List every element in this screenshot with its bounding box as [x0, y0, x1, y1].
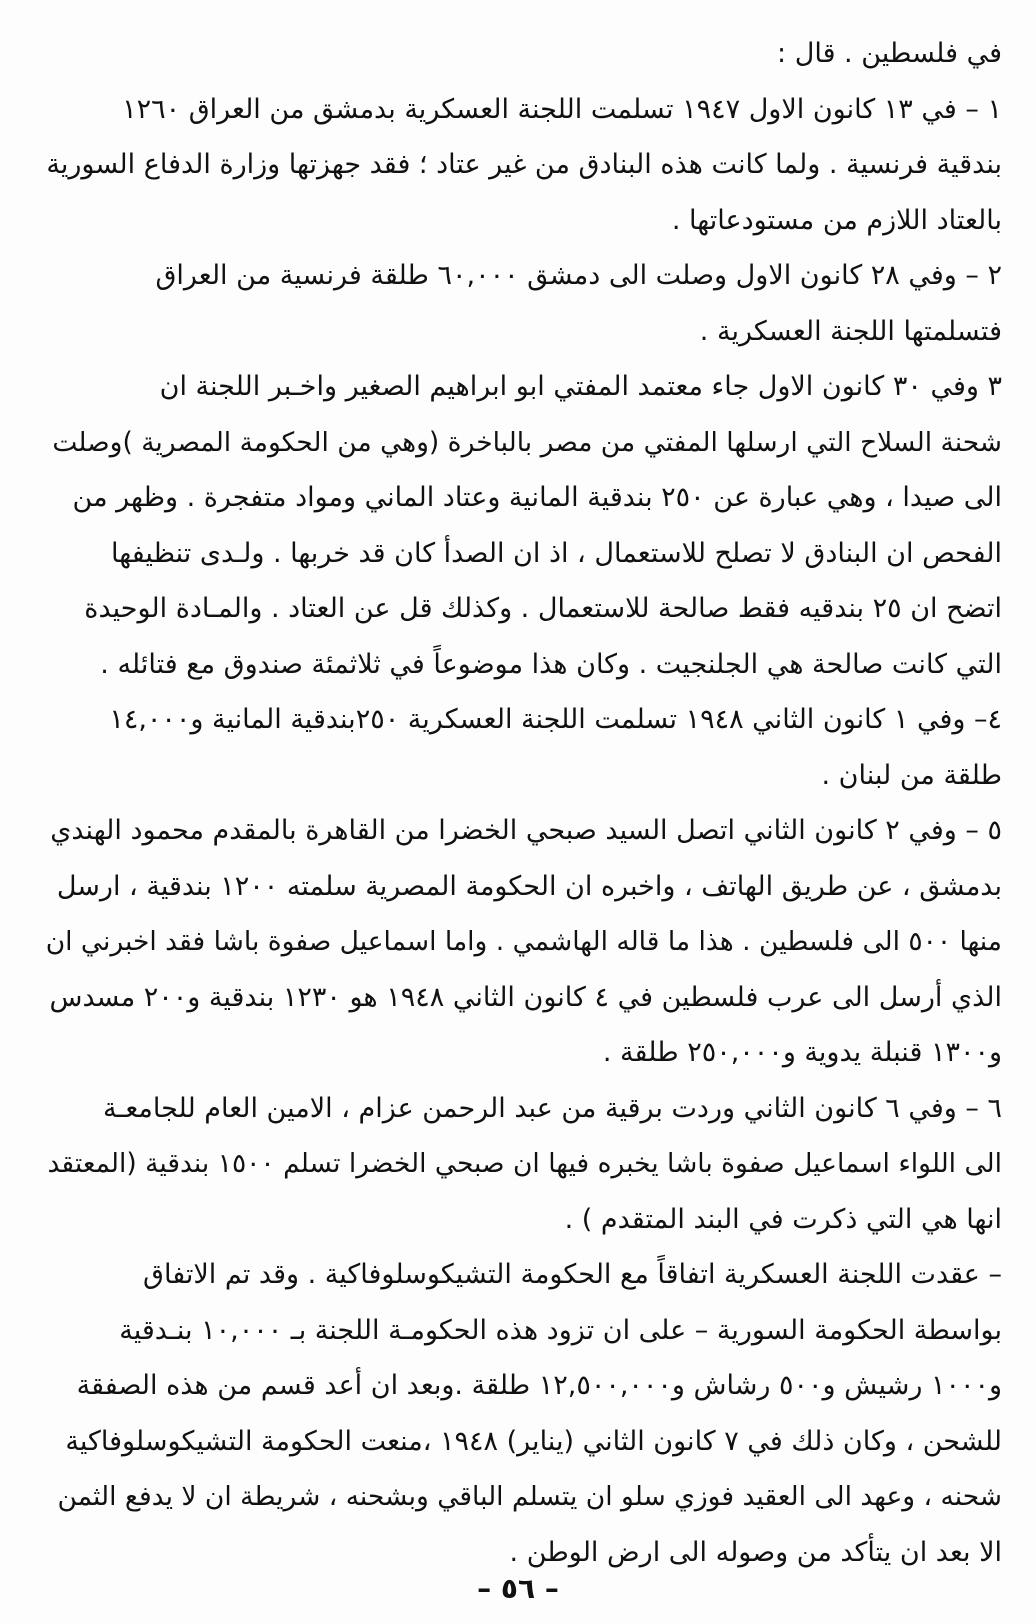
text-line: ٢ – وفي ٢٨ كانون الاول وصلت الى دمشق ٦٠,٠٠٠ طلقة فرنسية من العراق	[155, 260, 1002, 291]
text-line: بواسطة الحكومة السورية – على ان تزود هذه الحكومـة اللجنة بـ ١٠,٠٠٠ بنـدقية	[119, 1314, 1002, 1346]
text-line: شحنه ، وعهد الى العقيد فوزي سلو ان يتسلم الباقي وبشحنه ، شريطة ان لا يدفع الثمن	[57, 1481, 1002, 1512]
page-body	[44, 26, 1002, 1580]
text-line: للشحن ، وكان ذلك في ٧ كانون الثاني (يناير) ١٩٤٨ ،منعت الحكومة التشيكوسلوفاكية	[65, 1425, 1002, 1457]
text-line: الى اللواء اسماعيل صفوة باشا يخبره فيها ان صبحي الخضرا تسلم ١٥٠٠ بندقية (المعتقد	[47, 1148, 1002, 1179]
text-line: في فلسطين . قال :	[777, 38, 1002, 69]
text-line: الى صيدا ، وهي عبارة عن ٢٥٠ بندقية المانية وعتاد الماني ومواد متفجرة . وظهر من	[72, 482, 1002, 513]
text-line: ٤– وفي ١ كانون الثاني ١٩٤٨ تسلمت اللجنة العسكرية ٢٥٠بندقية المانية و١٤,٠٠٠	[109, 704, 1002, 735]
text-line: انها هي التي ذكرت في البند المتقدم ) .	[564, 1203, 1002, 1235]
text-line: بالعتاد اللازم من مستودعاتها .	[671, 204, 1002, 236]
text-line: ١ – في ١٣ كانون الاول ١٩٤٧ تسلمت اللجنة العسكرية بدمشق من العراق ١٢٦٠	[122, 93, 1002, 125]
text-line: الا بعد ان يتأكد من وصوله الى ارض الوطن .	[509, 1536, 1002, 1568]
text-line: اتضح ان ٢٥ بندقيه فقط صالحة للاستعمال . وكذلك قل عن العتاد . والمـادة الوحيدة	[84, 593, 1002, 624]
text-line: ٦ – وفي ٦ كانون الثاني وردت برقية من عبد الرحمن عزام ، الامين العام للجامعـة	[103, 1092, 1002, 1124]
text-line: بندقية فرنسية . ولما كانت هذه البنادق من غير عتاد ؛ فقد جهزتها وزارة الدفاع السورية	[46, 149, 1002, 180]
text-line: منها ٥٠٠ الى فلسطين . هذا ما قاله الهاشمي . واما اسماعيل صفوة باشا فقد اخبرني ان	[45, 926, 1002, 957]
page-number: – ٥٦ –	[477, 1572, 559, 1605]
text-line: فتسلمتها اللجنة العسكرية .	[699, 315, 1002, 347]
text-line: التي كانت صالحة هي الجلنجيت . وكان هذا موضوعاً في ثلاثمئة صندوق مع فتائله .	[100, 648, 1002, 680]
text-line: ٣ وفي ٣٠ كانون الاول جاء معتمد المفتي ابو ابراهيم الصغير واخـبر اللجنة ان	[159, 371, 1002, 402]
text-line: الذي أرسل الى عرب فلسطين في ٤ كانون الثاني ١٩٤٨ هو ١٢٣٠ بندقية و٢٠٠ مسدس	[49, 981, 1002, 1013]
text-line: ٥ – وفي ٢ كانون الثاني اتصل السيد صبحي الخضرا من القاهرة بالمقدم محمود الهندي	[50, 815, 1002, 846]
text-line: بدمشق ، عن طريق الهاتف ، واخبره ان الحكومة المصرية سلمته ١٢٠٠ بندقية ، ارسل	[56, 870, 1002, 902]
text-line: طلقة من لبنان .	[821, 759, 1002, 791]
text-line: و١٠٠٠ رشيش و٥٠٠ رشاش و١٢,٥٠٠,٠٠٠ طلقة .وبعد ان أعد قسم من هذه الصفقة	[76, 1370, 1002, 1401]
text-line: الفحص ان البنادق لا تصلح للاستعمال ، اذ ان الصدأ كان قد خربها . ولـدى تنظيفها	[111, 537, 1002, 569]
text-line: و١٣٠٠ قنبلة يدوية و٢٥٠,٠٠٠ طلقة .	[602, 1037, 1002, 1068]
text-line: – عقدت اللجنة العسكرية اتفاقاً مع الحكومة التشيكوسلوفاكية . وقد تم الاتفاق	[143, 1259, 1002, 1290]
text-line: شحنة السلاح التي ارسلها المفتي من مصر بالباخرة (وهي من الحكومة المصرية )وصلت	[52, 426, 1002, 458]
